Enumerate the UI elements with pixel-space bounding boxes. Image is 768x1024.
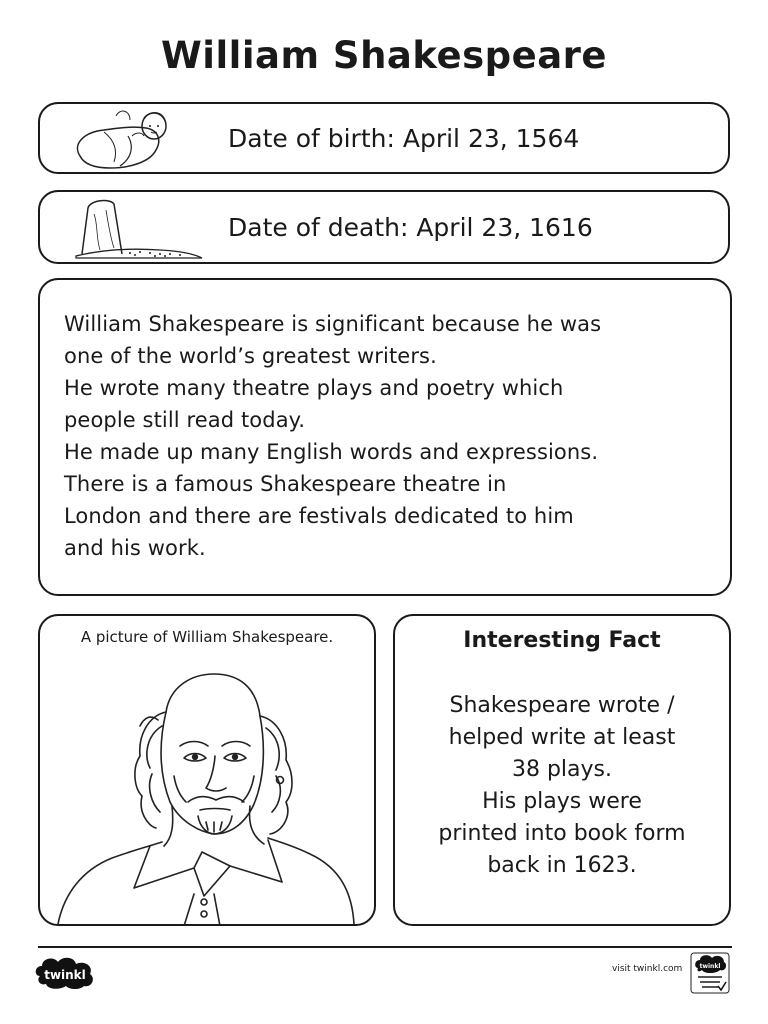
svg-text:twinkl: twinkl bbox=[44, 968, 86, 982]
visit-link[interactable]: visit twinkl.com bbox=[612, 964, 683, 974]
bio-line: and his work. bbox=[64, 536, 206, 560]
fact-line: printed into book form bbox=[438, 821, 686, 846]
bio-line: one of the world’s greatest writers. bbox=[64, 344, 437, 368]
fact-line: back in 1623. bbox=[487, 853, 637, 878]
picture-caption: A picture of William Shakespeare. bbox=[80, 628, 334, 646]
biography-box bbox=[38, 278, 732, 596]
biography-text bbox=[64, 308, 704, 564]
footer-divider bbox=[38, 946, 732, 948]
fact-box bbox=[393, 614, 731, 926]
fact-line: 38 plays. bbox=[511, 757, 613, 782]
quality-badge-icon bbox=[690, 952, 730, 998]
baby-icon bbox=[70, 106, 170, 176]
bio-line: There is a famous Shakespeare theatre in bbox=[64, 472, 507, 496]
fact-line: Shakespeare wrote / bbox=[449, 693, 675, 718]
fact-heading: Interesting Fact bbox=[463, 628, 661, 653]
fact-line: helped write at least bbox=[448, 725, 676, 750]
picture-box bbox=[38, 614, 376, 926]
bio-line: He wrote many theatre plays and poetry which bbox=[64, 376, 564, 400]
gravestone-icon bbox=[70, 194, 210, 266]
bio-line: He made up many English words and expressions. bbox=[64, 440, 599, 464]
death-date-text: Date of death: April 23, 1616 bbox=[228, 212, 593, 242]
birth-date-text: Date of birth: April 23, 1564 bbox=[228, 123, 580, 153]
fact-line: His plays were bbox=[482, 789, 642, 814]
bio-line: William Shakespeare is significant because he was bbox=[64, 312, 602, 336]
bio-line: London and there are festivals dedicated to him bbox=[64, 504, 574, 528]
birth-date-box bbox=[38, 102, 730, 174]
shakespeare-portrait bbox=[54, 656, 364, 926]
bio-line: people still read today. bbox=[64, 408, 305, 432]
death-date-box bbox=[38, 190, 730, 264]
twinkl-logo-icon[interactable] bbox=[34, 954, 98, 994]
svg-text:twinkl: twinkl bbox=[699, 963, 721, 970]
fact-text bbox=[395, 690, 729, 882]
page-title: William Shakespeare bbox=[160, 34, 608, 77]
